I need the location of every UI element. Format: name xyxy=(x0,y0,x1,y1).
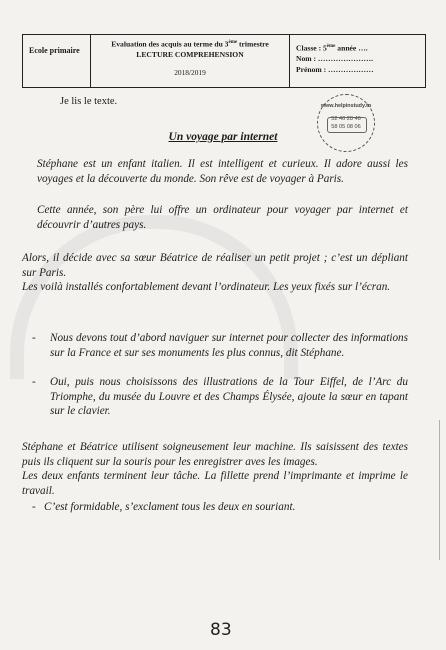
paragraph-3: Alors, il décide avec sa sœur Béatrice de réaliser un petit projet ; c’est un dépliant sur Paris. xyxy=(22,252,408,279)
paragraph-4: Les voilà installés confortablement devant l’ordinateur. Les yeux fixés sur l’écran. xyxy=(22,281,391,293)
school-label: Ecole primaire xyxy=(29,46,80,55)
evaluation-cell xyxy=(91,35,290,87)
paragraph-5: Stéphane et Béatrice utilisent soigneusement leur machine. Ils saisissent des textes puis ils cliquent sur la souris pour les enregistrer aves les images. xyxy=(22,441,408,468)
paragraph-2: Cette année, son père lui offre un ordinateur pour voyager par internet et découvrir d’autres pays. xyxy=(37,204,408,231)
prenom-field: Prénom : ……………… xyxy=(296,64,374,74)
site-stamp xyxy=(317,94,375,152)
stamp-site: www.helpinstudy.tn xyxy=(320,103,372,109)
text-title: Un voyage par internet xyxy=(168,131,278,143)
school-cell xyxy=(23,35,91,87)
student-info-cell xyxy=(290,35,425,87)
nom-field: Nom : …………………. xyxy=(296,54,373,64)
dialogue-dash-1: - xyxy=(32,332,36,344)
dialogue-dash-2: - xyxy=(32,376,36,388)
evaluation-title: Evaluation des acquis au terme du 3ème trimestre xyxy=(111,39,269,49)
stamp-phone-1: 52 46 28 46 xyxy=(331,116,361,122)
dialogue-2: Oui, puis nous choisissons des illustrations de la Tour Eiffel, de l’Arc du Triomphe, du musée du Louvre et des Champs Élysée, ajoute la sœur en tapant sur le clavier. xyxy=(50,376,408,417)
dialogue-dash-3: - xyxy=(32,501,36,513)
header-table xyxy=(22,34,426,88)
paragraph-6: Les deux enfants terminent leur tâche. La fillette prend l’imprimante et imprime le travail. xyxy=(22,470,408,497)
page-number: 83 xyxy=(210,620,232,640)
page-edge-line xyxy=(439,420,440,560)
evaluation-subject: LECTURE COMPREHENSION xyxy=(136,49,244,59)
instruction: Je lis le texte. xyxy=(60,96,118,107)
school-year: 2018/2019 xyxy=(174,67,206,77)
dialogue-3: C’est formidable, s’exclament tous les deux en souriant. xyxy=(44,501,296,513)
stamp-phone-2: 58 05 08 06 xyxy=(331,124,361,130)
classe-field: Classe : 5ème année …. xyxy=(296,43,368,53)
paragraph-1: Stéphane est un enfant italien. Il est intelligent et curieux. Il adore aussi les voyages et la découverte du monde. Son rêve est de voyager à Paris. xyxy=(37,158,408,185)
dialogue-1: Nous devons tout d’abord naviguer sur internet pour collecter des informations sur la France et sur ses monuments les plus connus, dit Stéphane. xyxy=(50,332,408,359)
